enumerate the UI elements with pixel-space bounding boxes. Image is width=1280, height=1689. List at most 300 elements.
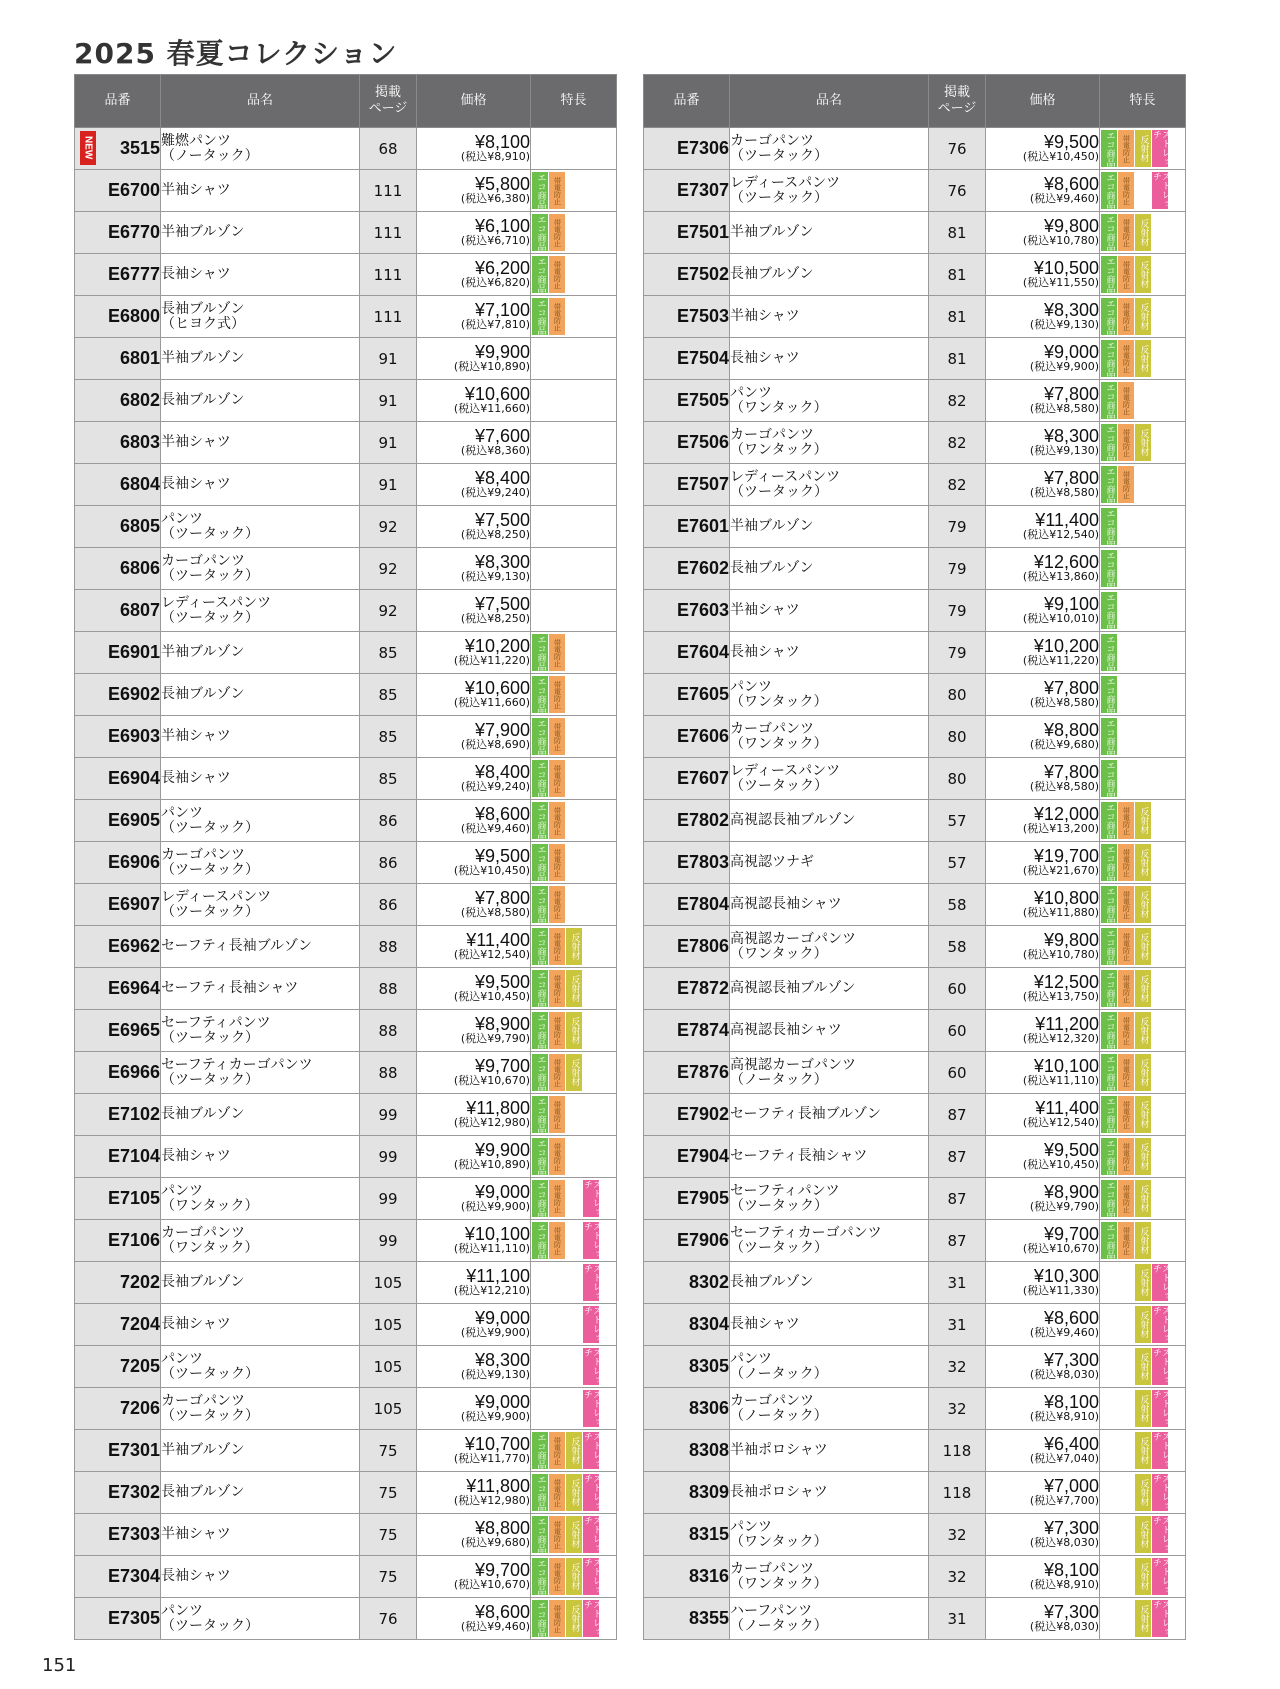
product-name-cell [161, 884, 360, 926]
antistatic-badge: 帯電防止 [549, 1558, 565, 1595]
price: ¥10,100 [1033, 1056, 1099, 1076]
price-cell [986, 422, 1100, 464]
table-row [75, 842, 617, 884]
eco-badge: エコ商品 [532, 298, 548, 335]
product-name-cell [730, 1514, 929, 1556]
product-name-cell [161, 1220, 360, 1262]
table-row [644, 1010, 1186, 1052]
price-cell [417, 1178, 531, 1220]
product-code: E6700 [75, 170, 161, 212]
price: ¥11,800 [466, 1476, 530, 1496]
price: ¥9,000 [474, 1182, 530, 1202]
product-name: レディースパンツ [161, 594, 272, 611]
product-code: 7205 [75, 1346, 161, 1388]
product-name-sub: （ツータック） [161, 903, 259, 920]
price-cell [417, 800, 531, 842]
table-row [75, 506, 617, 548]
table-row [75, 1388, 617, 1430]
catalog-page: 87 [929, 1094, 986, 1136]
catalog-page: 85 [360, 758, 417, 800]
product-name: 高視認長袖シャツ [730, 1022, 842, 1038]
table-row [75, 128, 617, 170]
features-cell [531, 338, 617, 380]
reflective-badge: 反射材 [566, 1012, 582, 1049]
price-cell [986, 212, 1100, 254]
reflective-badge: 反射材 [1135, 1264, 1151, 1301]
product-code: 8355 [644, 1598, 730, 1640]
catalog-page: 92 [360, 506, 417, 548]
catalog-page: 32 [929, 1556, 986, 1598]
product-name-cell [730, 254, 929, 296]
features-cell [1100, 1472, 1186, 1514]
reflective-badge: 反射材 [1135, 256, 1151, 293]
reflective-badge: 反射材 [1135, 1306, 1151, 1343]
product-name-cell [161, 926, 360, 968]
product-name: 長袖シャツ [161, 1568, 231, 1584]
product-name: 長袖ブルゾン [730, 560, 814, 576]
table-row [644, 800, 1186, 842]
eco-badge: エコ商品 [1101, 382, 1117, 419]
page-number: 151 [42, 1655, 77, 1676]
table-row [75, 254, 617, 296]
reflective-badge: 反射材 [1135, 1054, 1151, 1091]
table-row [75, 1094, 617, 1136]
catalog-page: 80 [929, 716, 986, 758]
price-cell [417, 1598, 531, 1640]
features-cell [1100, 716, 1186, 758]
catalog-page: 88 [360, 1052, 417, 1094]
product-code: E7307 [644, 170, 730, 212]
price-cell [986, 380, 1100, 422]
product-name-sub: （ツータック） [730, 483, 828, 500]
price-cell [417, 1136, 531, 1178]
product-code: E6901 [75, 632, 161, 674]
price: ¥9,000 [1043, 342, 1099, 362]
catalog-page: 85 [360, 674, 417, 716]
price: ¥10,700 [464, 1434, 530, 1454]
price: ¥8,100 [1043, 1560, 1099, 1580]
catalog-page: 85 [360, 716, 417, 758]
header-page-line1: 掲載 [943, 85, 970, 100]
product-name-cell [730, 170, 929, 212]
product-name: 半袖ブルゾン [730, 518, 814, 534]
eco-badge: エコ商品 [532, 1432, 548, 1469]
product-name-cell [730, 758, 929, 800]
product-name: パンツ [161, 510, 203, 527]
table-row [75, 1556, 617, 1598]
price: ¥7,500 [474, 510, 530, 530]
product-code: 6803 [75, 422, 161, 464]
catalog-page: 86 [360, 884, 417, 926]
eco-badge: エコ商品 [532, 1096, 548, 1133]
table-row [644, 1388, 1186, 1430]
product-name: カーゴパンツ [730, 132, 814, 149]
eco-badge: エコ商品 [532, 634, 548, 671]
product-code: E7876 [644, 1052, 730, 1094]
price-cell [986, 590, 1100, 632]
product-name: 長袖ブルゾン [161, 300, 245, 317]
table-row [644, 674, 1186, 716]
product-name-cell [161, 422, 360, 464]
features-cell [1100, 296, 1186, 338]
product-code: E6965 [75, 1010, 161, 1052]
header-price: 価格 [417, 75, 531, 128]
table-row [644, 1430, 1186, 1472]
price: ¥7,300 [1043, 1518, 1099, 1538]
table-header [75, 75, 617, 128]
catalog-page: 92 [360, 590, 417, 632]
price: ¥11,200 [1035, 1014, 1099, 1034]
price-incl-tax: (税込¥12,540) [1022, 528, 1099, 541]
table-row [75, 926, 617, 968]
price: ¥9,500 [1043, 132, 1099, 152]
catalog-page: 32 [929, 1388, 986, 1430]
table-row [644, 464, 1186, 506]
antistatic-badge: 帯電防止 [549, 172, 565, 209]
table-row [644, 1304, 1186, 1346]
antistatic-badge: 帯電防止 [549, 1012, 565, 1049]
product-name: 長袖シャツ [730, 1316, 800, 1332]
price: ¥8,300 [1043, 300, 1099, 320]
features-cell [1100, 1178, 1186, 1220]
product-name: パンツ [161, 804, 203, 821]
product-name-cell [730, 1304, 929, 1346]
price-cell [417, 968, 531, 1010]
header-name: 品名 [161, 75, 360, 128]
features-cell [531, 1094, 617, 1136]
product-name-cell [730, 380, 929, 422]
product-name: カーゴパンツ [161, 846, 245, 863]
new-badge: NEW [80, 131, 96, 165]
product-name: 長袖ブルゾン [161, 686, 245, 702]
eco-badge: エコ商品 [532, 1600, 548, 1637]
eco-badge: エコ商品 [1101, 508, 1117, 545]
table-row [644, 1220, 1186, 1262]
price-incl-tax: (税込¥9,240) [460, 780, 530, 793]
table-row [644, 212, 1186, 254]
product-name: 長袖ポロシャツ [730, 1484, 828, 1500]
catalog-page: 111 [360, 296, 417, 338]
price: ¥12,500 [1033, 972, 1099, 992]
product-name-sub: （ワンタック） [161, 1239, 259, 1256]
catalog-page: 118 [929, 1430, 986, 1472]
price: ¥6,200 [474, 258, 530, 278]
table-row [75, 758, 617, 800]
product-code: 8308 [644, 1430, 730, 1472]
eco-badge: エコ商品 [532, 970, 548, 1007]
product-code: E7502 [644, 254, 730, 296]
product-code: 6805 [75, 506, 161, 548]
antistatic-badge: 帯電防止 [549, 1054, 565, 1091]
price-incl-tax: (税込¥10,670) [1022, 1242, 1099, 1255]
price-cell [986, 1136, 1100, 1178]
eco-badge: エコ商品 [1101, 1222, 1117, 1259]
product-code: E6904 [75, 758, 161, 800]
product-code: E6906 [75, 842, 161, 884]
price-cell [417, 170, 531, 212]
product-code: E7604 [644, 632, 730, 674]
product-code: E7504 [644, 338, 730, 380]
product-code: E7601 [644, 506, 730, 548]
catalog-page: 76 [360, 1598, 417, 1640]
product-name-cell [161, 842, 360, 884]
eco-badge: エコ商品 [1101, 214, 1117, 251]
product-name-cell [161, 1346, 360, 1388]
table-row [644, 758, 1186, 800]
price: ¥10,300 [1033, 1266, 1099, 1286]
catalog-page: 75 [360, 1430, 417, 1472]
features-cell [1100, 1430, 1186, 1472]
price: ¥11,800 [466, 1098, 530, 1118]
product-name-cell [161, 674, 360, 716]
product-code: 8316 [644, 1556, 730, 1598]
catalog-page: 31 [929, 1304, 986, 1346]
price-incl-tax: (税込¥10,890) [453, 1158, 530, 1171]
features-cell [1100, 1052, 1186, 1094]
product-name: カーゴパンツ [161, 1392, 245, 1409]
price: ¥7,500 [474, 594, 530, 614]
price-cell [986, 1304, 1100, 1346]
product-name: カーゴパンツ [730, 426, 814, 443]
price: ¥9,000 [474, 1392, 530, 1412]
antistatic-badge: 帯電防止 [1118, 256, 1134, 293]
eco-badge: エコ商品 [532, 928, 548, 965]
table-row [75, 590, 617, 632]
table-row [75, 1010, 617, 1052]
price-incl-tax: (税込¥11,770) [453, 1452, 530, 1465]
features-cell [531, 1136, 617, 1178]
table-row [75, 1178, 617, 1220]
product-code: E7106 [75, 1220, 161, 1262]
eco-badge: エコ商品 [1101, 886, 1117, 923]
table-row [644, 1598, 1186, 1640]
product-name-cell [730, 1472, 929, 1514]
price: ¥8,300 [474, 1350, 530, 1370]
product-name-cell [730, 338, 929, 380]
product-name-sub: （ツータック） [161, 609, 259, 626]
catalog-page: 99 [360, 1178, 417, 1220]
features-cell [531, 968, 617, 1010]
price-cell [417, 1052, 531, 1094]
table-row [75, 338, 617, 380]
table-row [644, 1514, 1186, 1556]
product-name: 半袖ブルゾン [161, 224, 245, 240]
catalog-page: 86 [360, 842, 417, 884]
catalog-page: 111 [360, 254, 417, 296]
reflective-badge: 反射材 [1135, 1516, 1151, 1553]
eco-badge: エコ商品 [1101, 550, 1117, 587]
product-name-sub: （ツータック） [730, 147, 828, 164]
price-incl-tax: (税込¥12,210) [453, 1284, 530, 1297]
product-code: 8302 [644, 1262, 730, 1304]
price: ¥7,800 [1043, 762, 1099, 782]
eco-badge: エコ商品 [532, 886, 548, 923]
product-name: レディースパンツ [730, 174, 841, 191]
product-name-sub: （ワンタック） [730, 399, 828, 416]
antistatic-badge: 帯電防止 [1118, 928, 1134, 965]
features-cell [1100, 1094, 1186, 1136]
price-incl-tax: (税込¥10,450) [1022, 1158, 1099, 1171]
catalog-page: 68 [360, 128, 417, 170]
eco-badge: エコ商品 [1101, 424, 1117, 461]
price-incl-tax: (税込¥10,670) [453, 1074, 530, 1087]
antistatic-badge: 帯電防止 [1118, 130, 1134, 167]
product-name-cell [730, 1220, 929, 1262]
antistatic-badge: 帯電防止 [549, 1600, 565, 1637]
antistatic-badge: 帯電防止 [549, 214, 565, 251]
product-name-sub: （ツータック） [161, 861, 259, 878]
features-cell [531, 212, 617, 254]
price: ¥11,400 [1035, 1098, 1099, 1118]
price-cell [986, 716, 1100, 758]
product-name-sub: （ワンタック） [730, 693, 828, 710]
product-name-cell [161, 1052, 360, 1094]
price-incl-tax: (税込¥10,890) [453, 360, 530, 373]
product-code: E6964 [75, 968, 161, 1010]
price-cell [986, 1430, 1100, 1472]
product-name-sub: （ツータック） [161, 1365, 259, 1382]
features-cell [1100, 1010, 1186, 1052]
product-name: パンツ [161, 1602, 203, 1619]
catalog-page: 76 [929, 128, 986, 170]
price: ¥8,800 [1043, 720, 1099, 740]
product-name: カーゴパンツ [161, 552, 245, 569]
product-name: 高視認ツナギ [730, 854, 814, 870]
price: ¥10,200 [1033, 636, 1099, 656]
product-name-cell [161, 1556, 360, 1598]
reflective-badge: 反射材 [1135, 1600, 1151, 1637]
antistatic-badge: 帯電防止 [1118, 298, 1134, 335]
features-cell [531, 464, 617, 506]
header-page [360, 75, 417, 128]
product-code: E7902 [644, 1094, 730, 1136]
reflective-badge: 反射材 [566, 928, 582, 965]
antistatic-badge: 帯電防止 [549, 1432, 565, 1469]
features-cell [531, 926, 617, 968]
price-incl-tax: (税込¥8,360) [460, 444, 530, 457]
price-cell [986, 1178, 1100, 1220]
price: ¥7,100 [474, 300, 530, 320]
table-row [644, 968, 1186, 1010]
price-cell [417, 884, 531, 926]
table-row [644, 380, 1186, 422]
price-incl-tax: (税込¥10,780) [1022, 234, 1099, 247]
price-cell [417, 1430, 531, 1472]
product-code: 6807 [75, 590, 161, 632]
price-incl-tax: (税込¥12,320) [1022, 1032, 1099, 1045]
table-row [75, 1304, 617, 1346]
product-name-cell [161, 1472, 360, 1514]
antistatic-badge: 帯電防止 [1118, 886, 1134, 923]
product-name-cell [161, 128, 360, 170]
price: ¥19,700 [1033, 846, 1099, 866]
antistatic-badge: 帯電防止 [549, 1096, 565, 1133]
eco-badge: エコ商品 [1101, 634, 1117, 671]
table-row [644, 1346, 1186, 1388]
features-cell [531, 1514, 617, 1556]
eco-badge: エコ商品 [1101, 1180, 1117, 1217]
features-cell [531, 590, 617, 632]
product-name-cell [730, 1178, 929, 1220]
features-cell [531, 254, 617, 296]
antistatic-badge: 帯電防止 [1118, 172, 1134, 209]
product-name-cell [730, 1346, 929, 1388]
table-row [644, 338, 1186, 380]
product-name-sub: （ノータック） [730, 1071, 828, 1088]
table-header [644, 75, 1186, 128]
catalog-page: 81 [929, 254, 986, 296]
antistatic-badge: 帯電防止 [1118, 970, 1134, 1007]
price-cell [417, 422, 531, 464]
price-incl-tax: (税込¥9,240) [460, 486, 530, 499]
price-cell [417, 926, 531, 968]
product-name-cell [161, 1262, 360, 1304]
product-name: 半袖ブルゾン [730, 224, 814, 240]
product-code: E7301 [75, 1430, 161, 1472]
product-name-cell [730, 716, 929, 758]
price-cell [417, 1220, 531, 1262]
product-name-sub: （ワンタック） [730, 1575, 828, 1592]
reflective-badge: 反射材 [566, 1558, 582, 1595]
features-cell [531, 1304, 617, 1346]
price-cell [986, 842, 1100, 884]
product-code: E6770 [75, 212, 161, 254]
catalog-page: 88 [360, 968, 417, 1010]
product-code: E7302 [75, 1472, 161, 1514]
product-name: 半袖シャツ [730, 308, 800, 324]
stretch-badge: ストレッチ [1151, 1348, 1170, 1384]
product-name-sub: （ワンタック） [730, 735, 828, 752]
reflective-badge: 反射材 [1135, 1012, 1151, 1049]
price-incl-tax: (税込¥9,130) [460, 570, 530, 583]
price-cell [986, 1514, 1100, 1556]
product-name-cell [730, 590, 929, 632]
price-incl-tax: (税込¥9,900) [460, 1200, 530, 1213]
table-row [75, 632, 617, 674]
catalog-page: 31 [929, 1598, 986, 1640]
eco-badge: エコ商品 [532, 256, 548, 293]
eco-badge: エコ商品 [532, 172, 548, 209]
price: ¥7,000 [1043, 1476, 1099, 1496]
features-cell [531, 1220, 617, 1262]
product-code: E7803 [644, 842, 730, 884]
antistatic-badge: 帯電防止 [1118, 1180, 1134, 1217]
table-row [75, 1514, 617, 1556]
catalog-page: 88 [360, 926, 417, 968]
product-code: E7305 [75, 1598, 161, 1640]
price: ¥7,300 [1043, 1602, 1099, 1622]
price-incl-tax: (税込¥11,220) [1022, 654, 1099, 667]
product-name-cell [161, 968, 360, 1010]
antistatic-badge: 帯電防止 [1118, 1012, 1134, 1049]
product-name-cell [730, 1388, 929, 1430]
price-incl-tax: (税込¥8,030) [1029, 1536, 1099, 1549]
price-incl-tax: (税込¥11,110) [1022, 1074, 1099, 1087]
price-incl-tax: (税込¥7,700) [1029, 1494, 1099, 1507]
price-cell [986, 758, 1100, 800]
price-incl-tax: (税込¥8,910) [1029, 1410, 1099, 1423]
catalog-page: 76 [929, 170, 986, 212]
price-incl-tax: (税込¥10,450) [1022, 150, 1099, 163]
reflective-badge: 反射材 [566, 1432, 582, 1469]
eco-badge: エコ商品 [532, 760, 548, 797]
price-incl-tax: (税込¥13,860) [1022, 570, 1099, 583]
table-row [75, 1598, 617, 1640]
eco-badge: エコ商品 [532, 1222, 548, 1259]
catalog-page: 91 [360, 380, 417, 422]
eco-badge: エコ商品 [1101, 298, 1117, 335]
product-name: レディースパンツ [161, 888, 272, 905]
